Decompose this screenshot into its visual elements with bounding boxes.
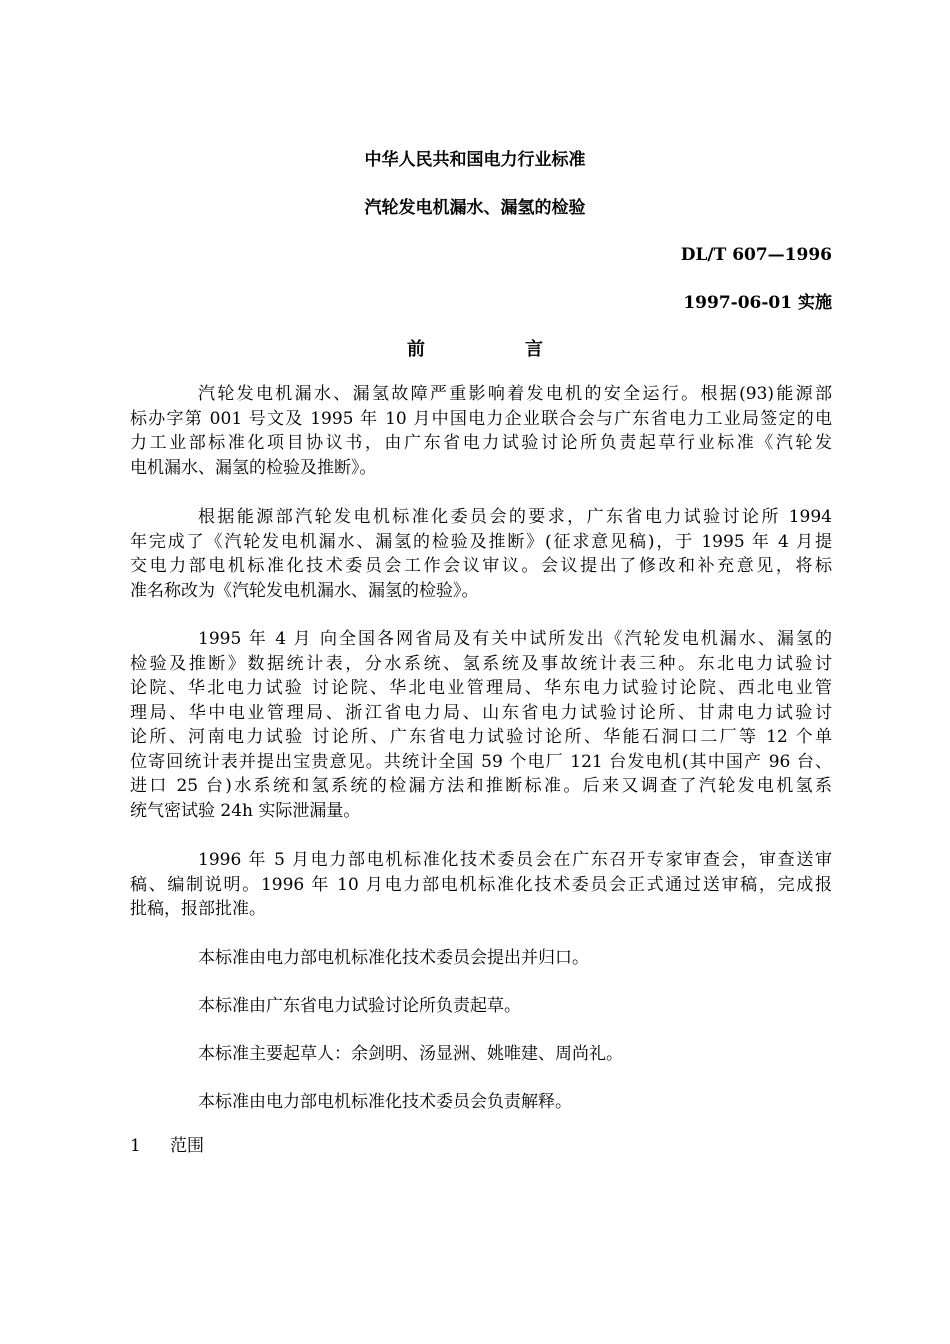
paragraph-line: 年完成了《汽轮发电机漏水、漏氢的检验及推断》(征求意见稿)，于 1995 年 4 月提: [130, 531, 832, 552]
effective-date: 1997-06-01 实施: [683, 293, 832, 313]
foreword-paragraph-2: [130, 505, 832, 603]
paragraph-line: 统气密试验 24h 实际泄漏量。: [130, 800, 361, 821]
paragraph-line: 论所、河南电力试验 讨论所、广东省电力试验讨论所、华能石洞口二厂等 12 个单: [130, 727, 832, 747]
paragraph-line: 1996 年 5 月电力部电机标准化技术委员会在广东召开专家审查会，审查送审: [198, 850, 832, 870]
statement-drafter: 本标准由广东省电力试验讨论所负责起草。: [198, 996, 521, 1016]
foreword-heading: 前言: [407, 339, 643, 360]
paragraph-line: 检验及推断》数据统计表，分水系统、氢系统及事故统计表三种。东北电力试验讨: [130, 653, 832, 674]
standard-number: DL/T 607—1996: [680, 245, 832, 265]
paragraph-line: 稿、编制说明。1996 年 10 月电力部电机标准化技术委员会正式通过送审稿，完成报: [130, 874, 832, 895]
foreword-paragraph-4: [130, 848, 832, 922]
section-title: 范围: [170, 1136, 204, 1156]
org-title: 中华人民共和国电力行业标准: [364, 150, 586, 170]
paragraph-line: 论院、华北电力试验 讨论院、华北电业管理局、华东电力试验讨论院、西北电业管: [130, 678, 832, 698]
doc-title: 汽轮发电机漏水、漏氢的检验: [364, 198, 586, 218]
statement-authors: 本标准主要起草人：余剑明、汤显洲、姚唯建、周尚礼。: [198, 1044, 623, 1064]
section-number: 1: [130, 1136, 141, 1156]
foreword-paragraph-1: [130, 382, 832, 480]
paragraph-line: 标办字第 001 号文及 1995 年 10 月中国电力企业联合会与广东省电力工业局签定的电: [130, 408, 832, 429]
paragraph-line: 位寄回统计表并提出宝贵意见。共统计全国 59 个电厂 121 台发电机(其中国产 96 台、: [130, 751, 832, 772]
section-heading-scope: [130, 1134, 204, 1158]
statement-proposer: 本标准由电力部电机标准化技术委员会提出并归口。: [198, 948, 589, 968]
paragraph-line: 准名称改为《汽轮发电机漏水、漏氢的检验》。: [130, 580, 479, 601]
paragraph-line: 汽轮发电机漏水、漏氢故障严重影响着发电机的安全运行。根据(93)能源部: [198, 384, 832, 404]
paragraph-line: 电机漏水、漏氢的检验及推断》。: [130, 457, 377, 478]
paragraph-line: 进口 25 台)水系统和氢系统的检漏方法和推断标准。后来又调查了汽轮发电机氢系: [130, 776, 832, 796]
foreword-paragraph-3: [130, 627, 832, 823]
paragraph-line: 交电力部电机标准化技术委员会工作会议审议。会议提出了修改和补充意见，将标: [130, 556, 832, 576]
paragraph-line: 理局、华中电业管理局、浙江省电力局、山东省电力试验讨论所、甘肃电力试验讨: [130, 702, 832, 723]
statement-interpretation: 本标准由电力部电机标准化技术委员会负责解释。: [198, 1092, 572, 1112]
paragraph-line: 批稿，报部批准。: [130, 899, 266, 919]
paragraph-line: 根据能源部汽轮发电机标准化委员会的要求，广东省电力试验讨论所 1994: [198, 507, 832, 527]
paragraph-line: 1995 年 4 月 向全国各网省局及有关中试所发出《汽轮发电机漏水、漏氢的: [198, 629, 832, 649]
paragraph-line: 力工业部标准化项目协议书，由广东省电力试验讨论所负责起草行业标准《汽轮发: [130, 433, 832, 453]
